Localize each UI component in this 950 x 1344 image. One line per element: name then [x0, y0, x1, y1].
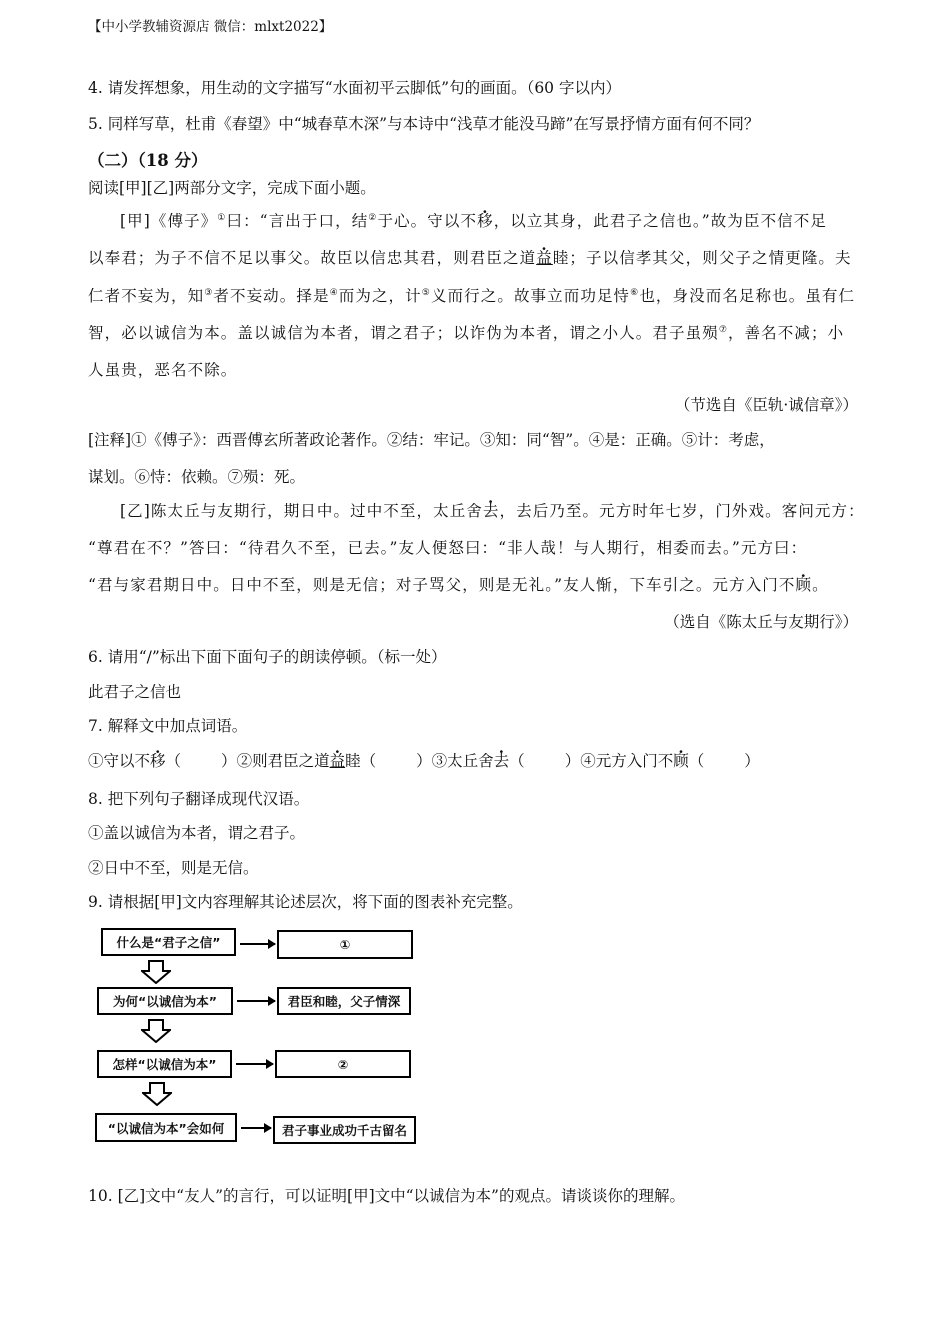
- dotted-word: 移: [150, 752, 166, 770]
- footnote-mark: ⑥: [630, 287, 640, 298]
- flow-box-what: 什么是“君子之信”: [101, 928, 236, 956]
- jia-line-3: 仁者不妄为，知③者不妄动。择是④而为之，计⑤义而行之。故事立而功足恃⑥也，身没而名足称也。虽有仁: [88, 287, 856, 305]
- down-arrow-icon: [142, 1082, 172, 1106]
- footnote-mark: ③: [204, 287, 214, 298]
- footnote-mark: ②: [368, 212, 378, 223]
- dotted-word: 益: [536, 249, 553, 267]
- jia-line-2: 以奉君；为子不信不足以事父。故臣以信忠其君，则君臣之道益睦；子以信孝其父，则父子之情更隆。夫: [88, 249, 852, 267]
- jia-line-4: 智，必以诚信为本。盖以诚信为本者，谓之君子；以诈伪为本者，谓之小人。君子虽殒⑦，善名不减；小: [88, 324, 845, 342]
- question-7-items: ①守以不移（ ）②则君臣之道益睦（ ）③太丘舍去（ ）④元方入门不顾（ ）: [88, 752, 760, 770]
- notes-line-2: 谋划。⑥恃：依赖。⑦殒：死。: [88, 468, 306, 486]
- question-8-item-1: ①盖以诚信为本者，谓之君子。: [88, 824, 306, 842]
- flow-box-answer-2[interactable]: ②: [275, 1050, 411, 1078]
- question-6: 6. 请用“/”标出下面下面句子的朗读停顿。（标一处）: [88, 648, 447, 666]
- flow-box-result: “以诚信为本”会如何: [95, 1113, 237, 1142]
- dotted-word: 去: [493, 752, 510, 770]
- question-8-item-2: ②日中不至，则是无信。: [88, 859, 259, 877]
- jia-source: （节选自《臣轨·诚信章》）: [674, 396, 858, 414]
- question-5: 5. 同样写草，杜甫《春望》中“城春草木深”与本诗中“浅草才能没马蹄”在写景抒情方面有何不同？: [88, 115, 760, 133]
- jia-line-5: 人虽贵，恶名不除。: [88, 361, 238, 379]
- question-10: 10. [乙]文中“友人”的言行，可以证明[甲]文中“以诚信为本”的观点。请谈谈你的理解。: [88, 1187, 685, 1205]
- down-arrow-icon: [141, 1019, 171, 1043]
- question-4: 4. 请发挥想象，用生动的文字描写“水面初平云脚低”句的画面。（60 字以内）: [88, 79, 621, 97]
- yi-line-2: “尊君在不？”答曰：“待君久不至，已去。”友人便怒曰：“非人哉！与人期行，相委而去。”元方曰：: [88, 539, 808, 557]
- notes-line-1: [注释]①《傅子》：西晋傅玄所著政论著作。②结：牢记。③知：同“智”。④是：正确。⑤计：考虑，: [88, 431, 775, 449]
- question-8: 8. 把下列句子翻译成现代汉语。: [88, 790, 310, 808]
- dotted-word: 移: [477, 212, 494, 230]
- right-arrow-icon: [241, 1127, 271, 1129]
- right-arrow-icon: [236, 1063, 273, 1065]
- footnote-mark: ④: [329, 287, 339, 298]
- jia-line-1: [甲]《傅子》①曰：“言出于口，结②于心。守以不移，以立其身，此君子之信也。”故为臣不信不足: [120, 212, 827, 230]
- section-title: （二）（18 分）: [88, 151, 208, 170]
- question-7: 7. 解释文中加点词语。: [88, 717, 248, 735]
- down-arrow-icon: [141, 960, 171, 984]
- reading-intro: 阅读[甲][乙]两部分文字，完成下面小题。: [88, 179, 376, 197]
- dotted-word: 益: [329, 752, 346, 770]
- yi-line-3: “君与家君期日中。日中不至，则是无信；对子骂父，则是无礼。”友人惭，下车引之。元方入门不顾。: [88, 576, 829, 594]
- dotted-word: 去: [482, 502, 500, 520]
- right-arrow-icon: [240, 943, 275, 945]
- yi-source: （选自《陈太丘与友期行》）: [664, 613, 858, 631]
- dotted-word: 顾: [795, 576, 813, 594]
- question-9: 9. 请根据[甲]文内容理解其论述层次，将下面的图表补充完整。: [88, 893, 523, 911]
- dotted-word: 顾: [673, 752, 689, 770]
- question-6-sentence: 此君子之信也: [88, 683, 182, 701]
- footnote-mark: ⑦: [718, 324, 728, 335]
- flow-box-reason: 君臣和睦，父子情深: [277, 987, 411, 1015]
- flow-box-answer-1[interactable]: ①: [277, 930, 413, 959]
- footnote-mark: ⑤: [421, 287, 431, 298]
- yi-line-1: [乙]陈太丘与友期行，期日中。过中不至，太丘舍去，去后乃至。元方时年七岁，门外戏。客问元方：: [120, 502, 865, 520]
- flow-box-how: 怎样“以诚信为本”: [97, 1050, 232, 1078]
- footnote-mark: ①: [217, 212, 227, 223]
- page-header: 【中小学教辅资源店 微信：mlxt2022】: [88, 19, 333, 35]
- flow-box-outcome: 君子事业成功千古留名: [273, 1116, 416, 1144]
- right-arrow-icon: [237, 1000, 275, 1002]
- flow-box-why: 为何“以诚信为本”: [97, 987, 233, 1015]
